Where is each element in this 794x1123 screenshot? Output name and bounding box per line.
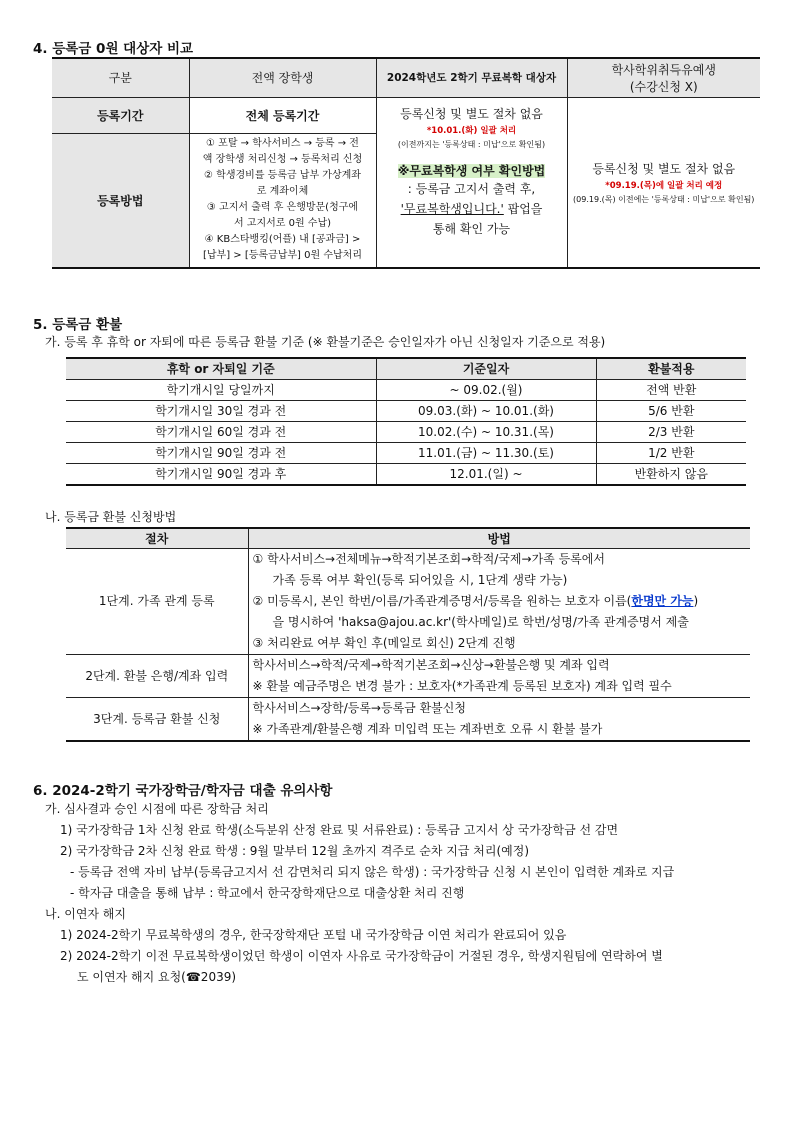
section-5-title: 5. 등록금 환불	[33, 317, 123, 333]
step-1-label: 1단계. 가족 관계 등록	[66, 549, 248, 655]
free-return-popup-text: '무료복학생입니다.'	[400, 201, 504, 216]
step-3-label: 3단계. 등록금 환불 신청	[66, 698, 248, 742]
table-row	[66, 698, 750, 742]
step-2-line: ※ 환불 예금주명은 변경 불가 : 보호자(*가족관계 등록된 보호자) 계좌 입력 필수	[252, 679, 672, 693]
free-return-check-line4: 통해 확인 가능	[432, 221, 511, 236]
header-category: 구분	[52, 58, 189, 97]
section-6-line: 나. 이연자 해지	[45, 907, 126, 921]
method-line: ① 포탈 → 학사서비스 → 등록 → 전	[206, 138, 359, 150]
table-row	[66, 464, 746, 486]
table-row	[66, 655, 750, 698]
refund-cell: 학기개시일 30일 경과 전	[66, 401, 376, 422]
step-1-line: 을 명시하여 'haksa@ajou.ac.kr'(학사메일)로 학번/성명/가족 관계증명서 제출	[272, 615, 689, 629]
refund-header: 휴학 or 자퇴일 기준	[66, 358, 376, 380]
table-row	[66, 443, 746, 464]
section-6-title: 6. 2024-2학기 국가장학금/학자금 대출 유의사항	[33, 783, 333, 799]
method-full-scholarship	[189, 133, 376, 268]
method-line: [납부] > [등록금납부] 0원 수납처리	[203, 250, 362, 262]
procedure-header: 방법	[248, 528, 750, 549]
step-1-text: )	[693, 594, 699, 608]
step-3-line: 학사서비스→장학/등록→등록금 환불신청	[252, 701, 466, 715]
header-deferred-degree	[567, 58, 760, 97]
section-6-line: - 등록금 전액 자비 납부(등록금고지서 선 감면처리 되지 않은 학생) : 국가장학금 신청 시 본인이 입력한 계좌로 지급	[70, 865, 675, 879]
step-2-detail	[248, 655, 750, 698]
only-one-guardian-note: 한명만 가능	[631, 594, 694, 608]
refund-cell: 2/3 반환	[596, 422, 746, 443]
refund-cell: 학기개시일 당일까지	[66, 380, 376, 401]
step-2-line: 학사서비스→학적/국제→학적기본조회→신상→환불은행 및 계좌 입력	[252, 658, 610, 672]
step-1-text: ② 미등록시, 본인 학번/이름/가족관계증명서/등록을 원하는 보호자 이름(	[252, 594, 632, 608]
table-row	[66, 549, 750, 655]
refund-method-heading: 나. 등록금 환불 신청방법	[45, 510, 177, 524]
refund-cell: 12.01.(일) ~	[376, 464, 596, 486]
step-3-detail	[248, 698, 750, 742]
comparison-table	[52, 57, 760, 269]
table-row	[66, 380, 746, 401]
method-line: 액 장학생 처리신청 → 등록처리 신청	[202, 154, 363, 166]
step-1-line: 가족 등록 여부 확인(등록 되어있을 시, 1단계 생략 가능)	[272, 573, 568, 587]
table-row	[66, 422, 746, 443]
refund-cell: 10.02.(수) ~ 10.31.(목)	[376, 422, 596, 443]
section-6-line: 도 이연자 해지 요청(☎2039)	[77, 970, 237, 984]
free-return-check-method: ※무료복학생 여부 확인방법	[397, 163, 546, 178]
method-line: 로 계좌이체	[256, 186, 309, 198]
refund-cell: 반환하지 않음	[596, 464, 746, 486]
refund-criteria-heading: 가. 등록 후 휴학 or 자퇴에 따른 등록금 환불 기준 (※ 환불기준은 승인일자가 아닌 신청일자 기준으로 적용)	[45, 335, 606, 349]
refund-cell: 학기개시일 90일 경과 전	[66, 443, 376, 464]
refund-cell: 학기개시일 60일 경과 전	[66, 422, 376, 443]
refund-criteria-table	[66, 357, 746, 486]
header-full-scholarship: 전액 장학생	[189, 58, 376, 97]
row-label-period: 등록기간	[52, 97, 189, 133]
step-1-line: ③ 처리완료 여부 확인 후(메일로 회신) 2단계 진행	[252, 636, 516, 650]
step-2-label: 2단계. 환불 은행/계좌 입력	[66, 655, 248, 698]
procedure-header: 절차	[66, 528, 248, 549]
free-return-cell	[376, 97, 567, 268]
deferred-cell	[567, 97, 760, 268]
section-6-line: - 학자금 대출을 통해 납부 : 학교에서 한국장학재단으로 대출상환 처리 진행	[70, 886, 465, 900]
deferred-note: (09.19.(목) 이전에는 '등록상태 : 미납'으로 확인됨)	[573, 195, 755, 205]
refund-cell: ~ 09.02.(월)	[376, 380, 596, 401]
refund-cell: 5/6 반환	[596, 401, 746, 422]
step-1-line	[253, 591, 747, 612]
refund-procedure-table	[66, 527, 750, 742]
refund-cell: 11.01.(금) ~ 11.30.(토)	[376, 443, 596, 464]
refund-header: 환불적용	[596, 358, 746, 380]
section-6-line: 1) 국가장학금 1차 신청 완료 학생(소득분위 산정 완료 및 서류완료) : 등록금 고지서 상 국가장학금 선 감면	[60, 823, 619, 837]
free-return-note: (이전까지는 '등록상태 : 미납'으로 확인됨)	[397, 139, 546, 149]
section-4-title: 4. 등록금 0원 대상자 비교	[33, 41, 194, 57]
free-return-no-procedure: 등록신청 및 별도 절차 없음	[400, 106, 543, 121]
method-line: ④ KB스타뱅킹(어플) 내 [공과금] >	[204, 234, 361, 246]
header-deferred-line1: 학사학위취득유예생	[611, 62, 716, 77]
method-line: ② 학생경비를 등록금 납부 가상계좌	[204, 170, 361, 182]
refund-cell: 09.03.(화) ~ 10.01.(화)	[376, 401, 596, 422]
refund-cell: 학기개시일 90일 경과 후	[66, 464, 376, 486]
period-full-scholarship: 전체 등록기간	[189, 97, 376, 133]
step-1-detail	[248, 549, 750, 655]
free-return-check-line2: : 등록금 고지서 출력 후,	[407, 181, 536, 196]
row-label-method: 등록방법	[52, 133, 189, 268]
deferred-batch-date: *09.19.(목)에 일괄 처리 예정	[605, 181, 723, 192]
step-1-line: ① 학사서비스→전체메뉴→학적기본조회→학적/국제→가족 등록에서	[252, 552, 605, 566]
step-3-line: ※ 가족관계/환불은행 계좌 미입력 또는 계좌번호 오류 시 환불 불가	[252, 722, 603, 736]
refund-cell: 1/2 반환	[596, 443, 746, 464]
refund-header: 기준일자	[376, 358, 596, 380]
method-line: 서 고지서로 0원 수납)	[233, 218, 332, 230]
free-return-popup-suffix: 팝업을	[503, 201, 543, 216]
section-6-line: 2) 국가장학금 2차 신청 완료 학생 : 9월 말부터 12월 초까지 격주로 순차 지급 처리(예정)	[60, 844, 530, 858]
section-6-line: 가. 심사결과 승인 시점에 따른 장학금 처리	[45, 802, 269, 816]
free-return-batch-date: *10.01.(화) 일괄 처리	[426, 125, 517, 136]
section-6-line: 2) 2024-2학기 이전 무료복학생이었던 학생이 이연자 사유로 국가장학금이 거절된 경우, 학생지원팀에 연락하여 별	[60, 949, 663, 963]
method-line: ③ 고지서 출력 후 은행방문(청구에	[206, 202, 359, 214]
refund-cell: 전액 반환	[596, 380, 746, 401]
section-6-line: 1) 2024-2학기 무료복학생의 경우, 한국장학재단 포털 내 국가장학금 이연 처리가 완료되어 있음	[60, 928, 567, 942]
header-deferred-line2: (수강신청 X)	[629, 79, 698, 94]
table-row	[66, 401, 746, 422]
deferred-no-procedure: 등록신청 및 별도 절차 없음	[592, 162, 736, 177]
header-free-return: 2024학년도 2학기 무료복학 대상자	[376, 58, 567, 97]
